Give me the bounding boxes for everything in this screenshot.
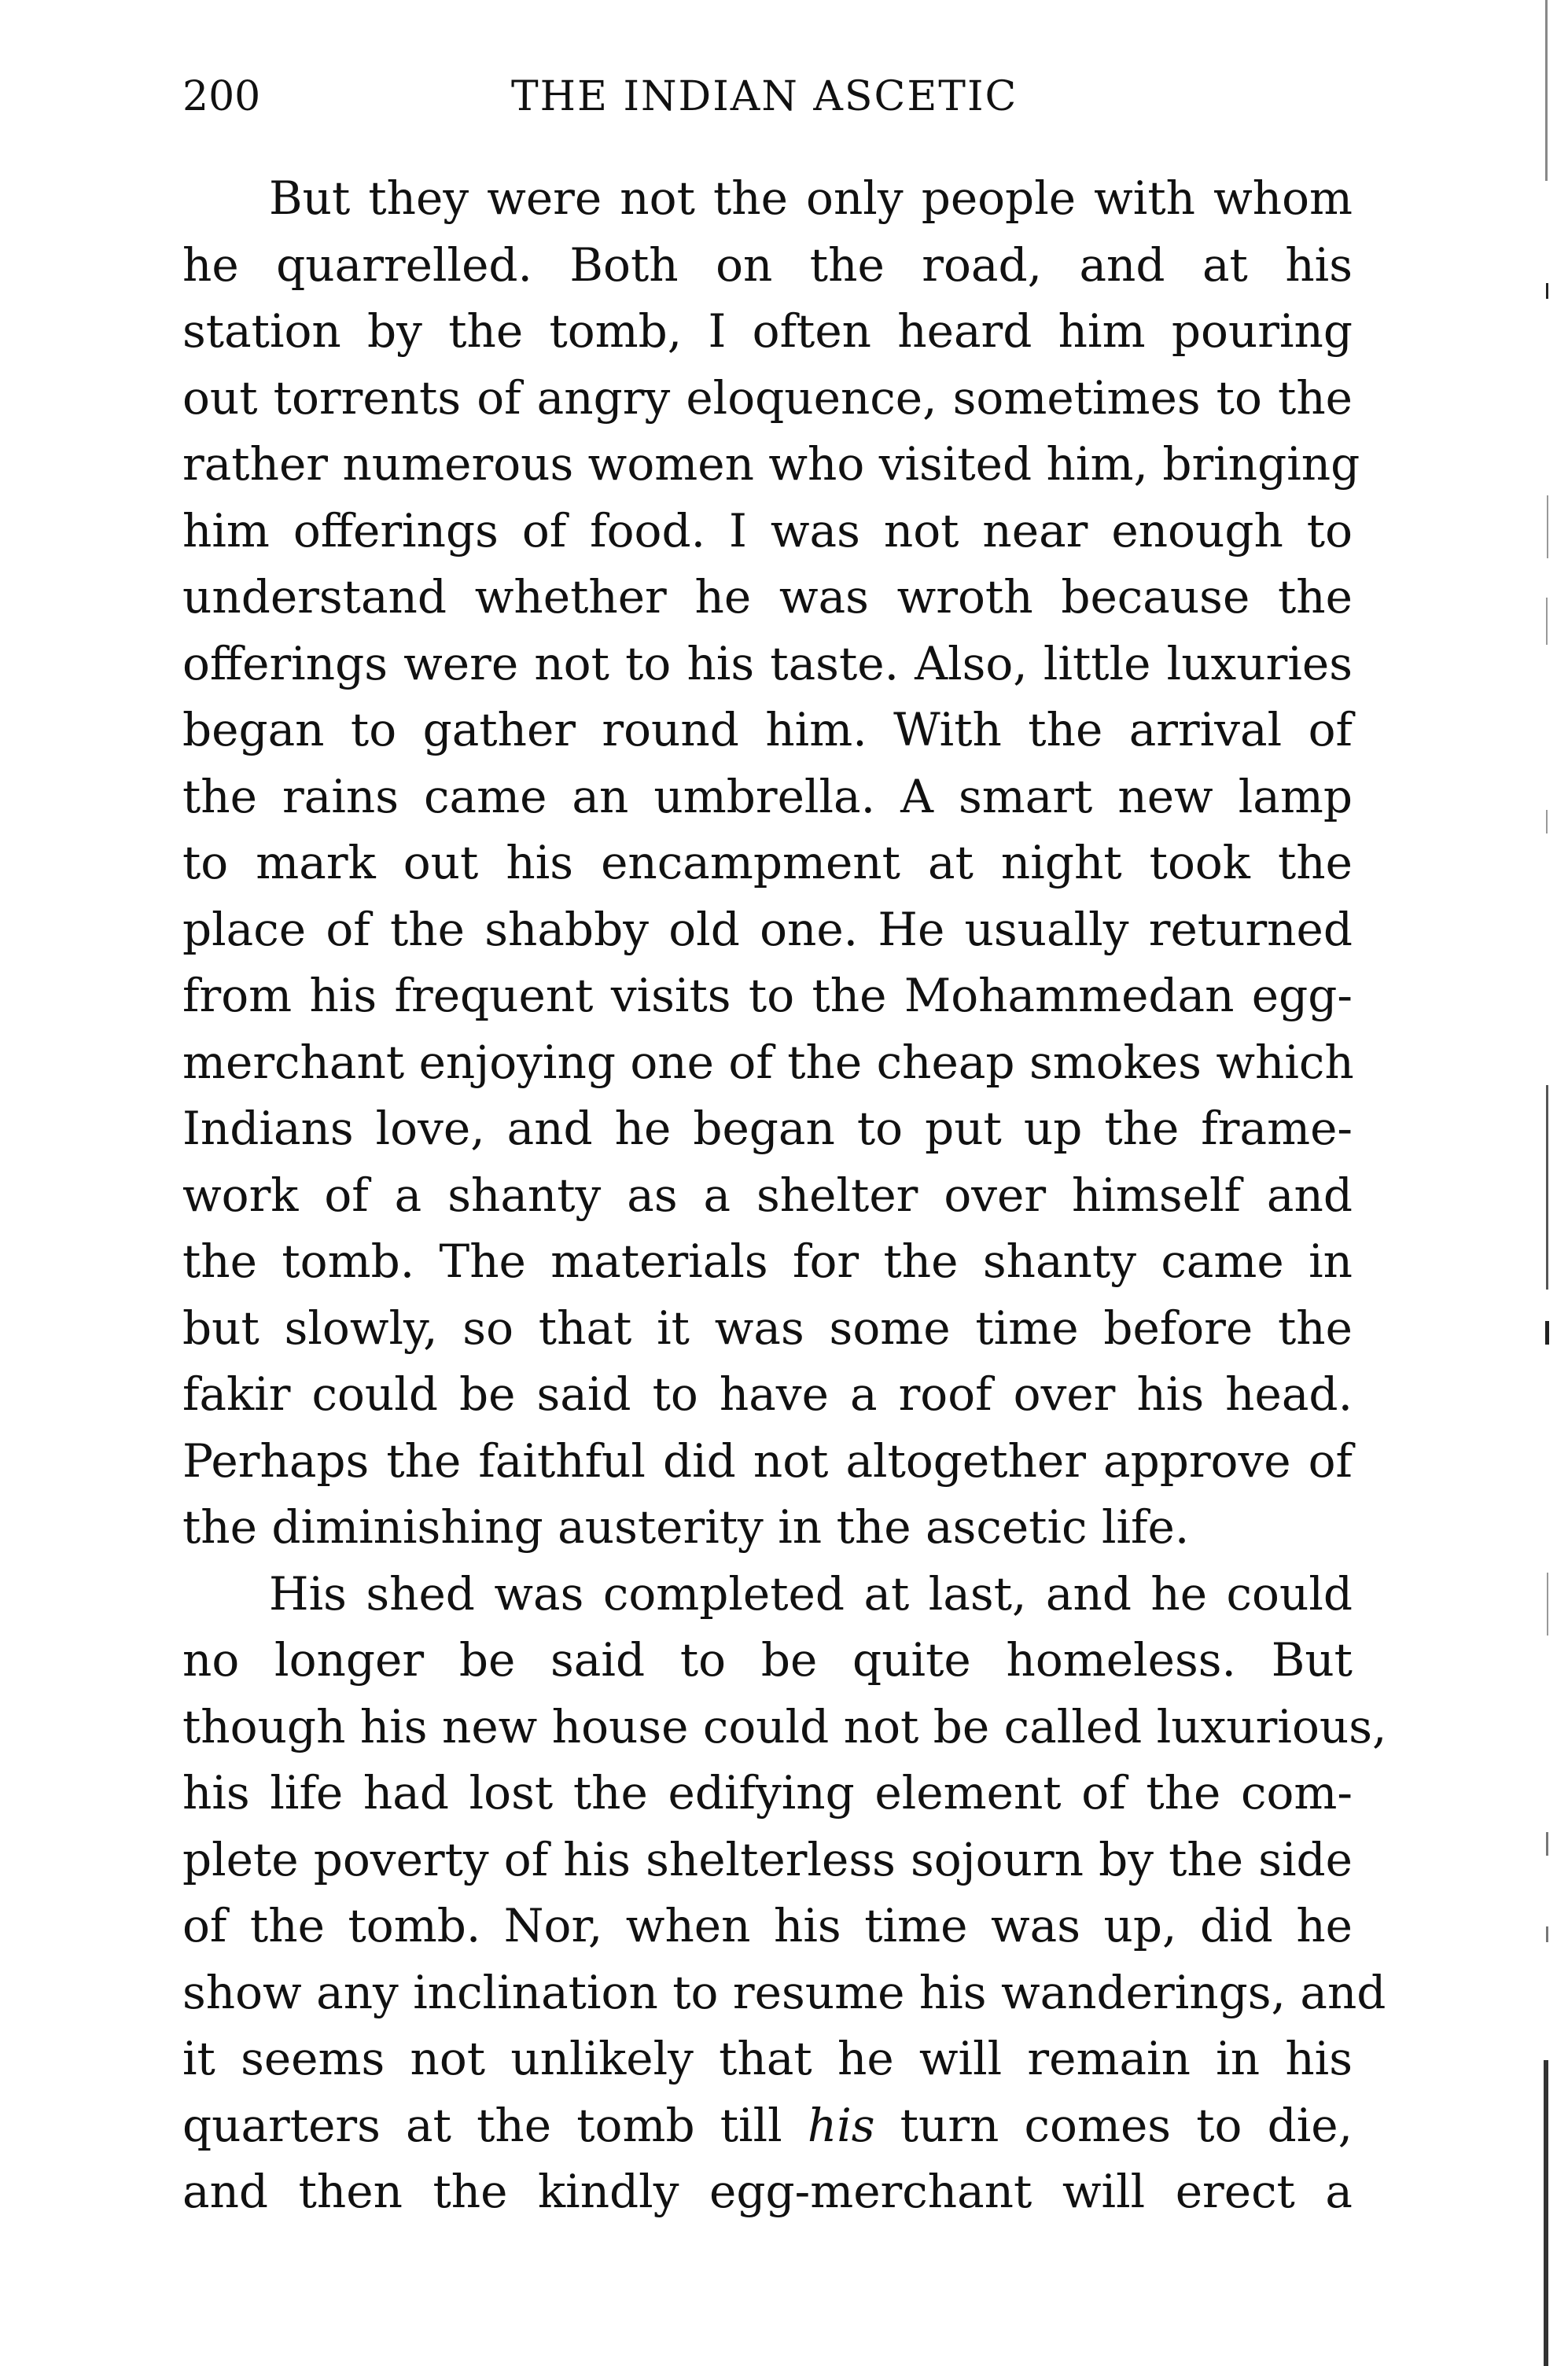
scan-margin-mark — [1546, 1926, 1548, 1942]
italic-word: his — [807, 2098, 875, 2152]
text-line: rather numerous women who visited him, bringing — [182, 437, 1360, 491]
text-line: no longer be said to be quite homeless. But — [182, 1633, 1353, 1687]
scan-margin-mark — [1546, 283, 1548, 299]
text-line: from his frequent visits to the Mohammedan egg- — [182, 969, 1353, 1022]
text-line: it seems not unlikely that he will remain in his — [182, 2032, 1353, 2085]
scan-margin-mark — [1546, 1085, 1548, 1290]
page-number: 200 — [182, 73, 261, 120]
text-line: and then the kindly egg-merchant will erect a — [182, 2165, 1353, 2218]
text-line: work of a shanty as a shelter over himself and — [182, 1168, 1353, 1222]
text-line: of the tomb. Nor, when his time was up, did he — [182, 1899, 1353, 1952]
scan-margin-mark — [1547, 1573, 1548, 1636]
text-line: But they were not the only people with whom — [269, 171, 1353, 225]
text-line: the rains came an umbrella. A smart new lamp — [182, 769, 1353, 823]
text-line: out torrents of angry eloquence, sometimes to the — [182, 370, 1353, 425]
text-line: to mark out his encampment at night took the — [182, 836, 1353, 889]
text-segment: turn comes to die, — [900, 2098, 1353, 2152]
text-line: His shed was completed at last, and he could — [269, 1566, 1353, 1621]
scan-margin-mark — [1546, 598, 1548, 645]
text-line: him offerings of food. I was not near enough to — [182, 503, 1353, 557]
scan-margin-mark — [1545, 0, 1548, 181]
text-line: show any inclination to resume his wanderings, and — [182, 1965, 1386, 2019]
text-line: the diminishing austerity in the ascetic life. — [182, 1500, 1190, 1554]
running-title: THE INDIAN ASCETIC — [511, 73, 1018, 120]
text-line: Perhaps the faithful did not altogether approve of — [182, 1433, 1353, 1488]
text-line: but slowly, so that it was some time before the — [182, 1301, 1353, 1355]
scan-margin-mark — [1547, 495, 1548, 558]
text-line: merchant enjoying one of the cheap smokes which — [182, 1035, 1354, 1089]
text-line: plete poverty of his shelterless sojourn by the side — [182, 1832, 1353, 1886]
text-segment: quarters at the tomb till — [182, 2098, 782, 2152]
scan-margin-mark — [1544, 2060, 1548, 2366]
page-header — [182, 69, 1378, 124]
text-line: Indians love, and he began to put up the frame- — [182, 1102, 1353, 1155]
text-line: he quarrelled. Both on the road, and at his — [182, 237, 1353, 292]
scan-margin-mark — [1546, 1832, 1548, 1856]
text-line: station by the tomb, I often heard him pouring — [182, 304, 1353, 358]
scan-margin-mark — [1546, 810, 1548, 833]
scan-margin-mark — [1545, 1321, 1549, 1345]
body-text — [182, 165, 1387, 2225]
text-line — [182, 2092, 1353, 2159]
text-line: fakir could be said to have a roof over his head. — [182, 1367, 1353, 1421]
text-line: place of the shabby old one. He usually returned — [182, 902, 1353, 956]
text-line: though his new house could not be called luxurious, — [182, 1699, 1387, 1753]
text-line: his life had lost the edifying element of the com- — [182, 1766, 1353, 1820]
text-line: the tomb. The materials for the shanty came in — [182, 1235, 1353, 1288]
text-line: offerings were not to his taste. Also, little luxuries — [182, 636, 1353, 690]
text-line: began to gather round him. With the arrival of — [182, 703, 1353, 756]
text-line: understand whether he was wroth because the — [182, 570, 1353, 624]
